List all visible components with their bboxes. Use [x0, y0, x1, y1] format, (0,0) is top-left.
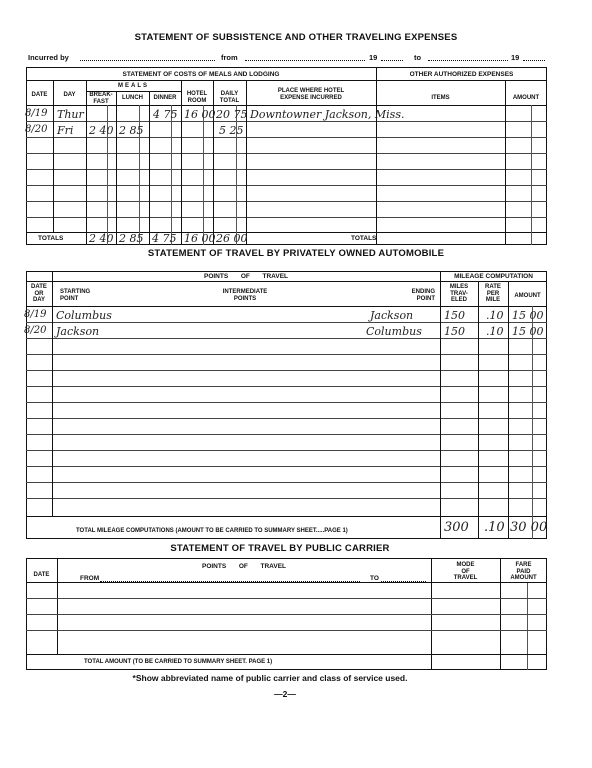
meal-row-1-dinner[interactable]: 4 75 [153, 108, 178, 121]
col-day: DAY [63, 92, 76, 98]
meal-row-1-place[interactable]: Downtowner Jackson, Miss. [250, 108, 405, 121]
auto-row-1-end[interactable]: Jackson [370, 309, 414, 322]
auto-col-intermediate: INTERMEDIATE POINTS [222, 289, 268, 302]
meal-row-1-day[interactable]: Thur [57, 108, 84, 121]
pc-col-mode: MODE OF TRAVEL [453, 562, 478, 581]
col-lunch: LUNCH [122, 95, 143, 101]
total-amount[interactable]: 30 00 [510, 520, 548, 535]
pc-to-field[interactable] [381, 581, 426, 582]
auto-col-starting: STARTING POINT [60, 289, 91, 302]
auto-row-2-miles[interactable]: 150 [444, 325, 465, 338]
year-prefix-2: 19 [511, 53, 520, 62]
col-items: ITEMS [431, 95, 450, 101]
meals-group-label: MEALS [118, 83, 149, 89]
incurred-by-field[interactable] [80, 60, 215, 61]
total-rate[interactable]: .10 [484, 520, 505, 535]
auto-row-1-date[interactable]: 8/19 [24, 309, 47, 320]
to-date-field[interactable] [428, 60, 508, 61]
other-totals-label: TOTALS [351, 235, 377, 242]
from-date-field[interactable] [245, 60, 365, 61]
meals-totals-label: TOTALS [38, 235, 64, 242]
pc-to-label: TO [370, 575, 379, 582]
auto-row-2-start[interactable]: Jackson [56, 325, 100, 338]
auto-row-2-date[interactable]: 8/20 [24, 325, 47, 336]
col-dinner: DINNER [153, 95, 177, 101]
col-place: PLACE WHERE HOTEL EXPENSE INCURRED [277, 88, 345, 101]
total-hotel[interactable]: 16 00 [184, 232, 216, 245]
auto-row-2-amount[interactable]: 15 00 [512, 325, 544, 338]
meals-lodging-title: STATEMENT OF COSTS OF MEALS AND LODGING [122, 71, 280, 78]
meal-row-2-daily-total[interactable]: 5 25 [219, 124, 244, 137]
auto-col-ending: ENDING POINT [411, 289, 435, 302]
auto-row-1-rate[interactable]: .10 [486, 309, 504, 322]
pc-from-label: FROM [80, 575, 100, 582]
col-amount: AMOUNT [512, 95, 540, 101]
to-label: to [414, 53, 422, 62]
auto-col-rate: RATE PER MILE [485, 284, 501, 303]
from-label: from [221, 53, 238, 62]
pc-from-field[interactable] [100, 581, 360, 582]
public-carrier-title: STATEMENT OF TRAVEL BY PUBLIC CARRIER [170, 543, 390, 554]
pc-col-fare: FARE PAID AMOUNT [510, 562, 537, 581]
total-dinner[interactable]: 4 75 [152, 232, 177, 245]
footnote: *Show abbreviated name of public carrier and class of service used. [132, 673, 408, 683]
col-breakfast: BREAK- FAST [89, 92, 113, 105]
pc-total-label: TOTAL AMOUNT (TO BE CARRIED TO SUMMARY SHEET. PAGE 1) [84, 659, 273, 665]
from-year-field[interactable] [381, 60, 403, 61]
total-mileage-label: TOTAL MILEAGE COMPUTATIONS (AMOUNT TO BE CARRIED TO SUMMARY SHEET.....PAGE 1) [76, 528, 348, 534]
auto-row-1-start[interactable]: Columbus [56, 309, 112, 322]
incurred-by-label: Incurred by [28, 53, 69, 62]
total-breakfast[interactable]: 2 40 [89, 232, 114, 245]
col-date: DATE [31, 92, 48, 98]
total-daily[interactable]: 26 00 [216, 232, 248, 245]
auto-row-1-amount[interactable]: 15 00 [512, 309, 544, 322]
auto-travel-title: STATEMENT OF TRAVEL BY PRIVATELY OWNED AUTOMOBILE [147, 248, 445, 259]
page-number: —2— [274, 689, 296, 699]
meal-row-2-day[interactable]: Fri [57, 124, 74, 137]
mileage-computation-label: MILEAGE COMPUTATION [454, 273, 533, 280]
pc-col-date: DATE [33, 572, 50, 578]
col-daily-total: DAILY TOTAL [219, 91, 240, 104]
total-miles[interactable]: 300 [444, 520, 469, 535]
auto-row-2-end[interactable]: Columbus [366, 325, 422, 338]
pc-points-of-travel: POINTS OF TRAVEL [201, 563, 287, 570]
meal-row-2-breakfast[interactable]: 2 40 [89, 124, 114, 137]
auto-points-of-travel: POINTS OF TRAVEL [203, 273, 289, 280]
auto-row-1-miles[interactable]: 150 [444, 309, 465, 322]
auto-row-2-rate[interactable]: .10 [486, 325, 504, 338]
to-year-field[interactable] [523, 60, 545, 61]
form-title: STATEMENT OF SUBSISTENCE AND OTHER TRAVELING EXPENSES [134, 32, 458, 43]
auto-col-date: DATE OR DAY [31, 284, 47, 303]
auto-col-amount: AMOUNT [514, 293, 541, 299]
auto-col-miles: MILES TRAV- ELED [449, 284, 469, 303]
total-lunch[interactable]: 2 85 [119, 232, 144, 245]
meal-row-1-hotel[interactable]: 16 00 [184, 108, 216, 121]
col-hotel-room: HOTEL ROOM [186, 91, 208, 104]
other-expenses-title: OTHER AUTHORIZED EXPENSES [409, 71, 514, 78]
meal-row-2-lunch[interactable]: 2 85 [119, 124, 144, 137]
meal-row-1-date[interactable]: 8/19 [25, 108, 48, 119]
meal-row-2-date[interactable]: 8/20 [25, 124, 48, 135]
year-prefix-1: 19 [369, 53, 378, 62]
meal-row-1-daily-total[interactable]: 20 75 [216, 108, 248, 121]
